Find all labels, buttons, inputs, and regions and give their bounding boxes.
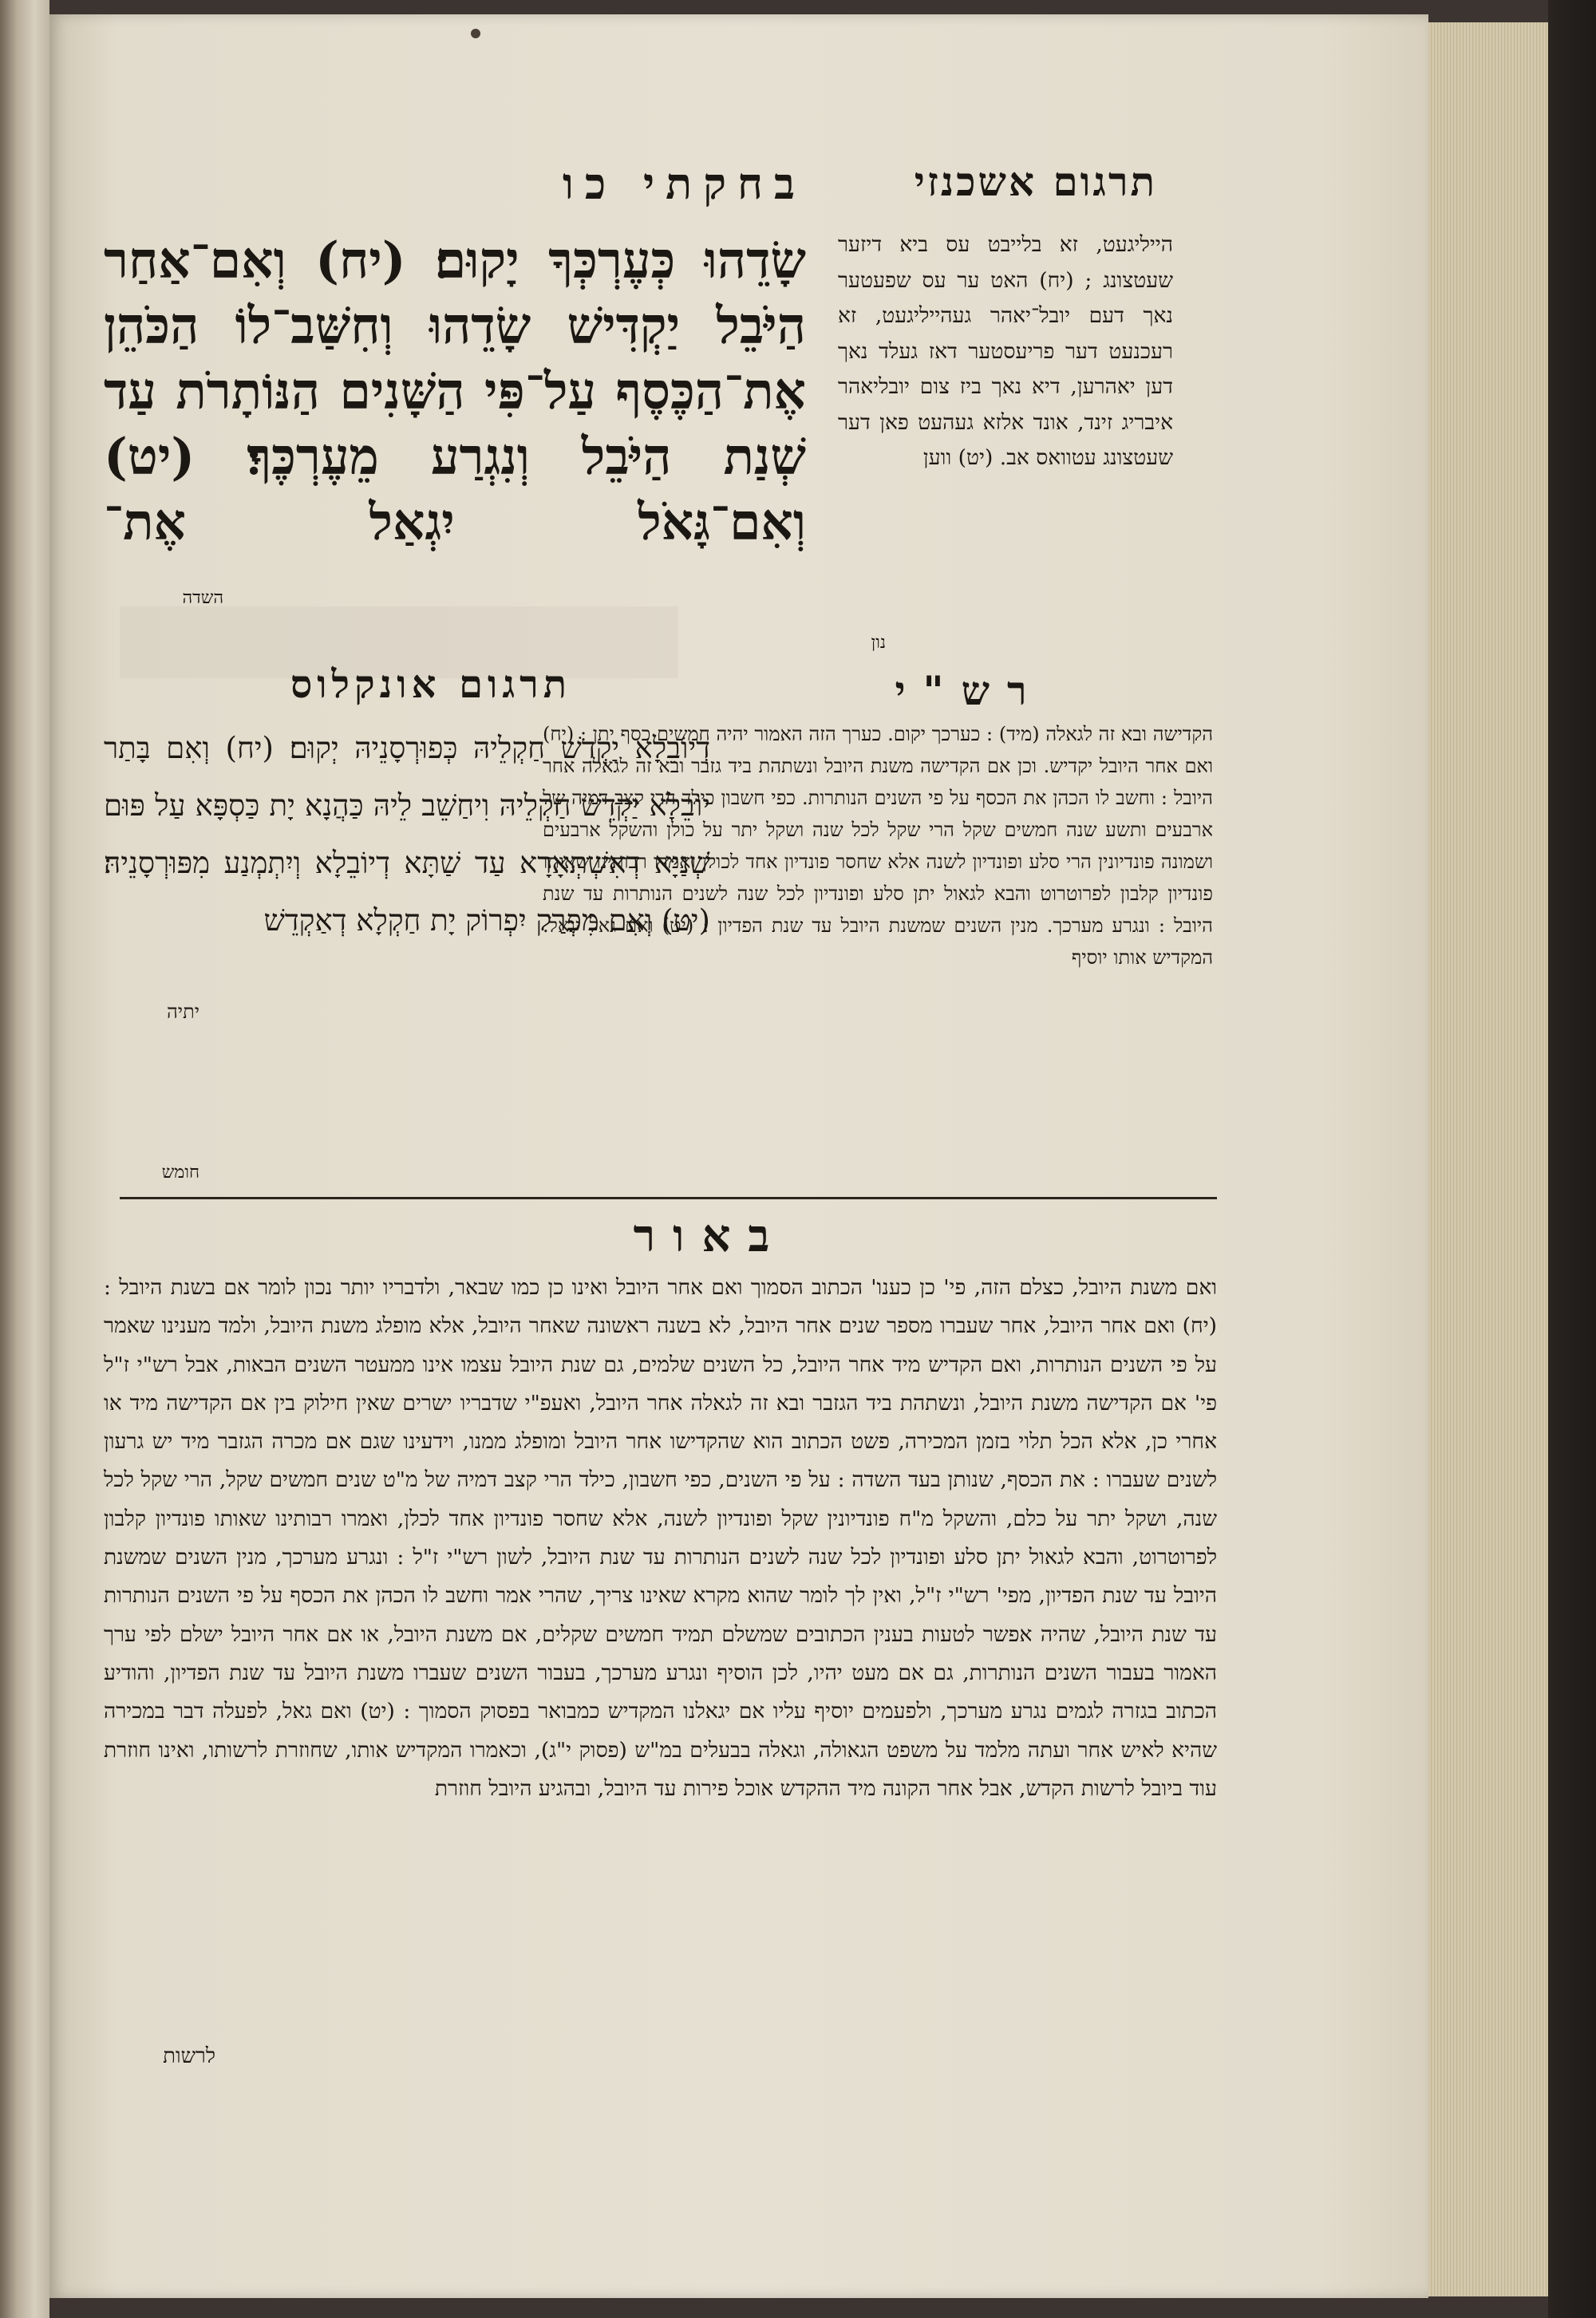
biur-title: באור: [633, 1210, 788, 1262]
onkelos-title: תרגום אונקלוס: [290, 662, 572, 707]
book-cover-edge: [1548, 0, 1596, 2318]
german-translation-text: הייליגעט, זא בלייבט עס ביא דיזער שעטצונג ; (יח) האט ער עס שפעטער נאך דעם יובל־יאהר געהייליגעט, זא רעכנעט דער פריעסטער דאז געלד נאך דען יאהרען, דיא נאך ביז צום יובליאהר איבריג זינד, אונד אלזא געהעט פאן דער שעטצונג עטוואס אב. (יט) ווען: [838, 232, 1173, 470]
page-fore-edge: [1428, 22, 1553, 2296]
previous-page-edge: [0, 0, 49, 2318]
running-head-right: בחקתי כו: [563, 158, 806, 209]
section-rule: [120, 1197, 1217, 1199]
torah-catchword: השדה: [182, 588, 223, 608]
biur-catchword: לרשות: [163, 2044, 215, 2068]
onkelos-catchword: יתיה: [166, 1001, 200, 1023]
ornament-dot: [471, 29, 480, 38]
onkelos-text: דְיוֹבֵלָא יַקְדֵשׁ חַקְלֵיהּ כְּפוּרְסָנֵיהּ יְקוּם׃ (יח) וְאִם בָּתַר יוֹבֵלָא יַקְדֵשׁ חַקְלֵיהּ וִיחַשֵׁב לֵיהּ כַּהֲנָא יָת כַּסְפָּא עַל פּוּם שְׁנַיָּא דְאִשְׁתְּאָרָא עַד שַׁתָּא דְיוֹבֵלָא וְיִתְמְנַע מִפּוּרְסָנֵיהּ׃ (יט) וְאִם מִפְרַק יִפְרוֹק יָת חַקְלָא דְאַקְדֵשׁ: [104, 731, 710, 938]
torah-text: שָׂדֵהוּ כְּעֶרְכְּךָ יָקוּם׃ (יח) וְאִם־אַחַר הַיֹּבֵל יַקְדִּישׁ שָׂדֵהוּ וְחִשַּׁב־לוֹ הַכֹּהֵן אֶת־הַכֶּסֶף עַל־פִּי הַשָּׁנִים הַנּוֹתָרֹת עַד שְׁנַת הַיֹּבֵל וְנִגְרַע מֵעֶרְכֶּךָ׃ (יט) וְאִם־גָּאֹל יִגְאַל אֶת־: [104, 231, 806, 551]
biur-text: ואם משנת היובל, כצלם הזה, פי' כן כענו' הכתוב הסמוך ואם אחר היובל ואינו כן כמו שבאר, ולדבריו יותר נכון לומר אם בשנת היובל : (יח) ואם אחר היובל, אחר שעברו מספר שנים אחר היובל, לא בשנה ראשונה שאחר היובל, אלא מופלג משנת היובל, ולמד מענינו שאמר על פי השנים הנותרות, ואם הקדיש מיד אחר היובל, כל השנים שלמים, גם שנת היובל עצמו אינו ממעטר השנים הבאות, אבל רש"י ז"ל פי' אם הקדישה משנת היובל, ונשתהת ביד הגזבר ובא זה לגאלה אחר היובל, ואעפ"י שדבריו ישרים שאין חילוק בין אם הקדישה מיד או אחרי כן, אלא הכל תלוי בזמן המכירה, פשט הכתוב הוא שהקדישו אחר היובל ומופלג ממנו, וידעינו שגם אם מכרה הגזבר מיד יש גרעון לשנים שעברו : את הכסף, שנותן בעד השדה : על פי השנים, כפי חשבון, כילד הרי קצב דמיה של מ"ט שנים חמשים שקל, הרי שקל לכל שנה, ושקל יתר על כלם, והשקל מ"ח פונדיונין שקל ופונדיון לשנה, אלא שחסר פונדיון אחד לכלן, ואמרו רבותינו שאותו פונדיון קלבון לפרוטרוט, והבא לגאול יתן סלע ופונדיון לכל שנה לשנים הנותרות עד שנת היובל, לשון רש"י ז"ל : ונגרע מערכך, מנין השנים שמשנת היובל עד שנת הפדיון, מפי' רש"י ז"ל, ואין לך לומר שהוא מקרא שאינו צריך, שהרי אמר וחשב לו הכהן את הכסף על פי השנים הנותרות עד שנת היובל, שהיה אפשר לטעות בענין הכתובים שמשלם תמיד חמשים שקלים, אם משנת היובל, או אם אחר היובל ישלם לפי ערך האמור בעבור השנים הנותרות, גם אם מעט יהיו, לכן הוסיף ונגרע מערכך, בעבור השנים שעברו משנת היובל עד שנת הפדיון, והודיע הכתוב בגזרה לגמים נגרע מערכך, ולפעמים יוסיף עליו אם יגאלנו המקדיש כמבואר בפסוק הסמוך : (יט) ואם גאל, לפעלה דבר במכירה שהיא לאיש אחר ועתה מלמד על משפט הגאולה, וגאלה בבעלים במ"ש (פסוק י"ג), וכאמרו המקדיש אותו, שחוזרת לרשותו, ואינו חוזרת עוד ביובל לרשות הקדש, אבל אחר הקונה מיד ההקדש אוכל פירות עד היובל, ובהגיע היובל חוזרת: [104, 1275, 1217, 1801]
rashi-body: הקדישה ובא זה לגאלה (מיד) : כערכך יקום. כערך הזה האמור יהיה חמשים כסף יתן : (יח) ואם אחר היובל יקדיש. וכן אם הקדישה משנת היובל ונשתהת ביד גזבר ובא זה לגאלה אחר היובל : וחשב לו הכהן את הכסף על פי השנים הנותרות. כפי חשבון כילד הרי קצב דמיה של ארבעים ותשע שנה חמשים שקל הרי שקל לכל שנה ושקל יתר על כולן והשקל ארבעים ושמונה פונדיונין הרי סלע ופונדיון לשנה אלא שחסר פונדיון אחד לכולן ואמרו רבותינו שאותו פונדיון קלבון לפרוטרוט והבא לגאול יתן סלע ופונדיון לכל שנה לשנים הנותרות עד שנת היובל : ונגרע מערכך. מנין השנים שמשנת היובל עד שנת הפדיון : (יט) ואם גאל יגאל. המקדיש אותו יוסיף: [543, 723, 1213, 969]
rashi-catchword: חומש: [161, 1163, 200, 1183]
german-catchword: נון: [871, 633, 886, 653]
running-head-left: תרגום אשכנזי: [914, 158, 1157, 205]
rashi-title: רש"י: [895, 667, 1045, 714]
